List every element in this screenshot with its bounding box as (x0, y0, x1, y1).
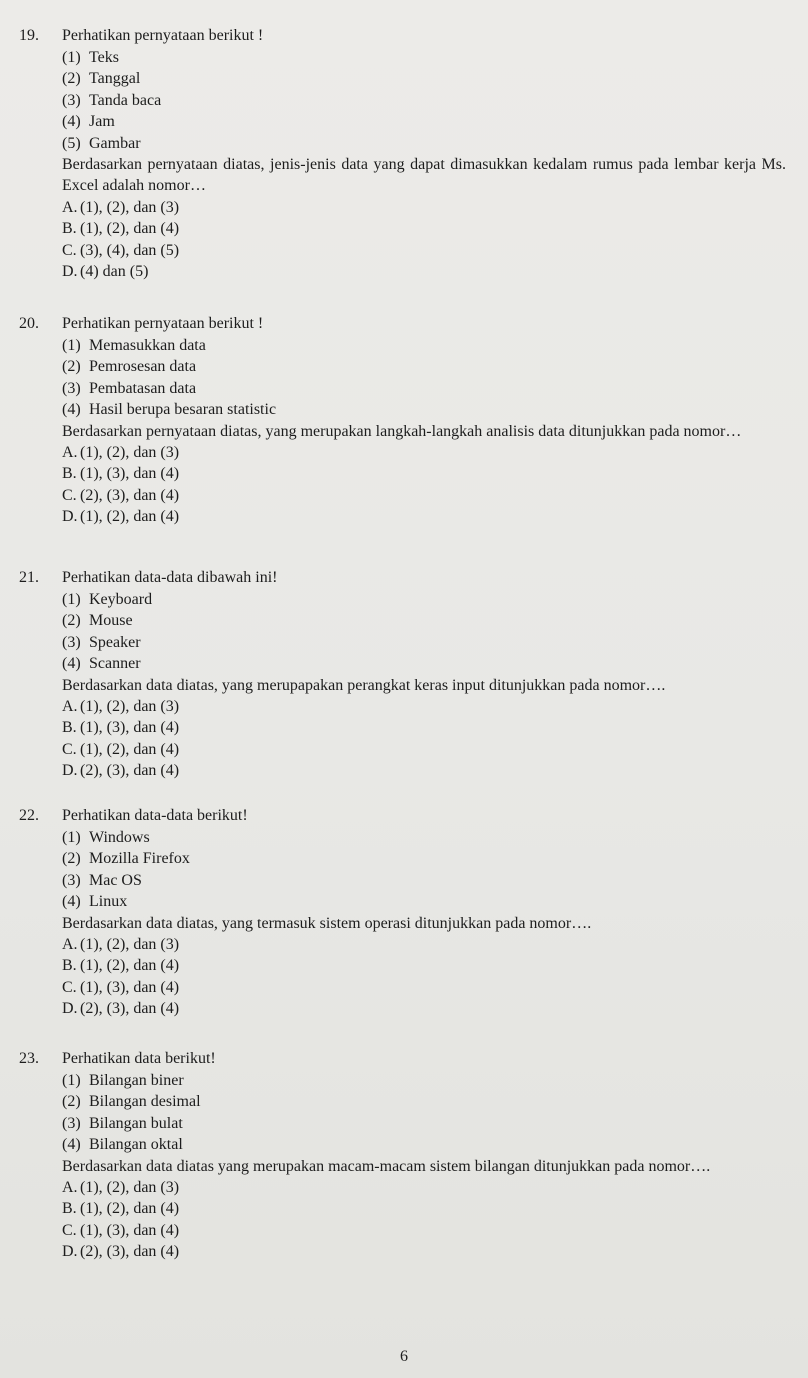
option-letter: C. (62, 740, 77, 758)
question-number: 21. (19, 569, 39, 586)
option-letter: D. (62, 262, 78, 280)
statement-item (0, 589, 800, 610)
statement-item (0, 632, 800, 653)
statement-item (0, 335, 800, 356)
option-letter: D. (62, 507, 78, 525)
statement-item (0, 1113, 800, 1134)
statement-number: (4) (62, 655, 81, 673)
question-title: Perhatikan data berikut! (62, 1050, 216, 1067)
statement-text: Bilangan biner (89, 1072, 184, 1089)
statement-number: (4) (62, 401, 81, 419)
statement-text: Bilangan oktal (89, 1136, 183, 1154)
question-title: Perhatikan pernyataan berikut ! (62, 27, 264, 44)
question-header (0, 313, 800, 335)
option-letter: C. (62, 241, 77, 259)
option-b (0, 717, 800, 738)
option-list (0, 197, 800, 282)
statement-number: (2) (62, 70, 81, 88)
question-number: 23. (19, 1050, 39, 1067)
statement-text: Gambar (89, 134, 141, 152)
question-stem: Berdasarkan data diatas, yang termasuk sistem operasi ditunjukkan pada nomor…. (62, 914, 592, 932)
option-list (0, 1177, 800, 1262)
question-header (0, 25, 800, 47)
statement-item (0, 610, 800, 631)
option-b (0, 955, 800, 976)
statement-number: (4) (62, 1136, 81, 1154)
statement-number: (3) (62, 1114, 81, 1132)
statement-number: (2) (62, 612, 81, 630)
statement-item (0, 378, 800, 399)
statement-text: Teks (89, 49, 119, 66)
option-text: (4) dan (5) (80, 262, 149, 280)
option-letter: A. (62, 198, 78, 216)
statement-number: (5) (62, 134, 81, 152)
option-text: (2), (3), dan (4) (80, 486, 180, 504)
question-header (0, 1048, 800, 1070)
option-text: (1), (2), dan (4) (80, 220, 180, 238)
option-text: (1), (2), dan (4) (80, 740, 180, 758)
option-letter: D. (62, 1242, 78, 1260)
question-number: 19. (19, 27, 39, 44)
statement-text: Scanner (89, 655, 141, 673)
option-c (0, 1220, 800, 1241)
statement-number: (4) (62, 893, 81, 911)
statement-text: Keyboard (89, 591, 153, 608)
option-text: (1), (2), dan (4) (80, 1200, 180, 1218)
page-number: 6 (400, 1348, 408, 1365)
statement-item (0, 653, 800, 674)
statement-number: (1) (62, 829, 81, 846)
question-19 (0, 25, 800, 282)
option-text: (1), (2), dan (3) (80, 936, 180, 954)
statement-text: Jam (89, 113, 115, 131)
option-letter: A. (62, 1179, 78, 1197)
statement-number: (2) (62, 1093, 81, 1111)
statement-text: Bilangan desimal (89, 1093, 201, 1111)
option-text: (1), (3), dan (4) (80, 719, 180, 737)
question-stem: Berdasarkan data diatas yang merupakan macam-macam sistem bilangan ditunjukkan pada nomor…. (62, 1157, 711, 1175)
statement-item (0, 47, 800, 68)
statement-item (0, 399, 800, 420)
statement-item (0, 68, 800, 89)
option-c (0, 240, 800, 261)
option-letter: A. (62, 698, 78, 716)
option-a (0, 197, 800, 218)
option-letter: B. (62, 465, 77, 483)
option-text: (2), (3), dan (4) (80, 761, 180, 779)
question-stem: Berdasarkan data diatas, yang merupapakan perangkat keras input ditunjukkan pada nomor…. (62, 676, 666, 694)
option-a (0, 934, 800, 955)
statement-text: Memasukkan data (89, 337, 206, 354)
statement-text: Mac OS (89, 871, 142, 889)
statement-item (0, 133, 800, 154)
statement-list (0, 335, 800, 421)
option-letter: D. (62, 761, 78, 779)
question-title: Perhatikan data-data berikut! (62, 807, 248, 824)
statement-item (0, 891, 800, 912)
statement-text: Pembatasan data (89, 379, 197, 397)
statement-item (0, 1091, 800, 1112)
statement-number: (1) (62, 1072, 81, 1089)
statement-number: (1) (62, 337, 81, 354)
statement-number: (2) (62, 358, 81, 376)
statement-list (0, 589, 800, 675)
option-d (0, 1241, 800, 1262)
option-letter: D. (62, 999, 78, 1017)
option-a (0, 442, 800, 463)
option-text: (1), (2), dan (4) (80, 507, 180, 525)
statement-text: Hasil berupa besaran statistic (89, 401, 277, 419)
statement-item (0, 1070, 800, 1091)
statement-number: (4) (62, 113, 81, 131)
statement-number: (2) (62, 850, 81, 868)
statement-text: Speaker (89, 633, 141, 651)
question-21 (0, 567, 800, 781)
option-letter: A. (62, 444, 78, 462)
statement-list (0, 47, 800, 154)
statement-item (0, 1134, 800, 1155)
statement-item (0, 848, 800, 869)
option-letter: C. (62, 1221, 77, 1239)
statement-number: (3) (62, 633, 81, 651)
question-number: 22. (19, 807, 39, 824)
option-text: (1), (3), dan (4) (80, 465, 180, 483)
option-text: (1), (3), dan (4) (80, 1221, 180, 1239)
statement-number: (3) (62, 871, 81, 889)
statement-text: Windows (89, 829, 150, 846)
statement-text: Linux (89, 893, 128, 911)
statement-list (0, 827, 800, 913)
question-23 (0, 1048, 800, 1262)
option-text: (2), (3), dan (4) (80, 1242, 180, 1260)
statement-number: (1) (62, 591, 81, 608)
option-letter: C. (62, 978, 77, 996)
option-letter: B. (62, 719, 77, 737)
question-number: 20. (19, 315, 39, 332)
statement-list (0, 1070, 800, 1156)
question-header (0, 567, 800, 589)
statement-number: (3) (62, 91, 81, 109)
option-text: (1), (2), dan (3) (80, 444, 180, 462)
option-letter: C. (62, 486, 77, 504)
statement-number: (3) (62, 379, 81, 397)
option-text: (3), (4), dan (5) (80, 241, 180, 259)
question-title: Perhatikan pernyataan berikut ! (62, 315, 264, 332)
option-text: (1), (2), dan (4) (80, 957, 180, 975)
statement-text: Mozilla Firefox (89, 850, 190, 868)
option-d (0, 998, 800, 1019)
option-text: (2), (3), dan (4) (80, 999, 180, 1017)
option-d (0, 261, 800, 282)
option-list (0, 934, 800, 1019)
statement-item (0, 90, 800, 111)
statement-text: Bilangan bulat (89, 1114, 183, 1132)
statement-text: Mouse (89, 612, 133, 630)
statement-text: Tanda baca (89, 91, 162, 109)
option-list (0, 696, 800, 781)
statement-item (0, 870, 800, 891)
option-text: (1), (3), dan (4) (80, 978, 180, 996)
option-c (0, 977, 800, 998)
question-20 (0, 313, 800, 527)
question-22 (0, 805, 800, 1019)
option-text: (1), (2), dan (3) (80, 698, 180, 716)
question-title: Perhatikan data-data dibawah ini! (62, 569, 278, 586)
option-c (0, 739, 800, 760)
option-d (0, 760, 800, 781)
statement-item (0, 356, 800, 377)
option-b (0, 218, 800, 239)
statement-item (0, 111, 800, 132)
option-text: (1), (2), dan (3) (80, 1179, 180, 1197)
option-letter: A. (62, 936, 78, 954)
question-stem: Berdasarkan pernyataan diatas, yang merupakan langkah-langkah analisis data ditunjukkan pada nomor… (62, 422, 742, 440)
option-letter: B. (62, 220, 77, 238)
option-a (0, 1177, 800, 1198)
statement-number: (1) (62, 49, 81, 66)
option-d (0, 506, 800, 527)
statement-text: Pemrosesan data (89, 358, 197, 376)
option-b (0, 1198, 800, 1219)
question-header (0, 805, 800, 827)
option-a (0, 696, 800, 717)
option-c (0, 485, 800, 506)
option-text: (1), (2), dan (3) (80, 198, 180, 216)
statement-text: Tanggal (89, 70, 141, 88)
option-letter: B. (62, 957, 77, 975)
question-stem: Berdasarkan pernyataan diatas, jenis-jenis data yang dapat dimasukkan kedalam rumus pada lembar kerja Ms. Excel adalah nomor… (62, 155, 786, 195)
statement-item (0, 827, 800, 848)
option-b (0, 463, 800, 484)
option-list (0, 442, 800, 527)
option-letter: B. (62, 1200, 77, 1218)
